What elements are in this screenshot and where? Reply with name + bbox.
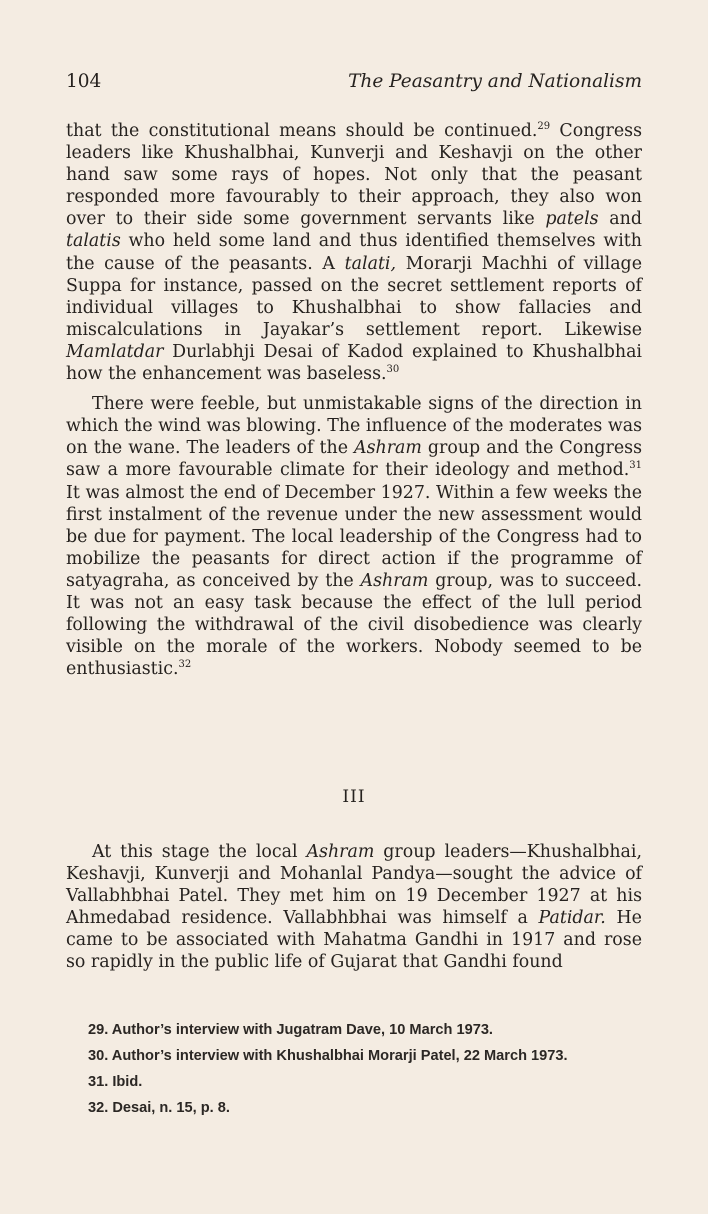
footnote-32: 32. Desai, n. 15, p. 8. bbox=[88, 1100, 230, 1116]
paragraph-1: that the constitutional means should be continued.$^{29}$ Congress leaders like Khushalbhai, Kunverji and Keshavji on the other hand saw some rays of hopes. Not only that the peasant responded more favourably to their approach, they also won over to their side some government servants like patels and talatis who held some land and thus identified themselves with the cause of the peasants. A talati, Morarji Machhi of village Suppa for instance, passed on the secret settlement reports of individual villages to Khushalbhai to show fallacies and miscalculations in Jayakar’s settlement report. Likewise Mamlatdar Durlabhji Desai of Kadod explained to Khushalbhai how the enhancement was baseless.$^{30}$ bbox=[66, 121, 642, 385]
footnotes bbox=[66, 1021, 630, 1125]
footnote-31: 31. Ibid. bbox=[88, 1074, 143, 1090]
running-title: The Peasantry and Nationalism bbox=[348, 71, 642, 92]
footnote-29: 29. Author’s interview with Jugatram Dave, 10 March 1973. bbox=[88, 1022, 493, 1038]
section-text bbox=[66, 841, 642, 974]
main-text bbox=[66, 120, 642, 680]
page-number: 104 bbox=[66, 71, 102, 92]
footnote-30: 30. Author’s interview with Khushalbhai Morarji Patel, 22 March 1973. bbox=[88, 1048, 568, 1064]
paragraph-3: At this stage the local Ashram group leaders—Khushalbhai, Keshavji, Kunverji and Mohanlal Pandya—sought the advice of Vallabhbhai Patel. They met him on 19 December 1927 at his Ahmedabad residence. Vallabhbhai was himself a Patidar. He came to be associated with Mahatma Gandhi in 1917 and rose so rapidly in the public life of Gujarat that Gandhi found bbox=[66, 842, 642, 973]
paragraph-2: There were feeble, but unmistakable signs of the direction in which the wind was blowing. The influence of the moderates was on the wane. The leaders of the Ashram group and the Congress saw a more favourable climate for their ideology and method.$^{31}$ It was almost the end of December 1927. Within a few weeks the first instalment of the revenue under the new assessment would be due for payment. The local leadership of the Congress had to mobilize the peasants for direct action if the programme of satyagraha, as conceived by the Ashram group, was to succeed. It was not an easy task because the effect of the lull period following the withdrawal of the civil disobedience was clearly visible on the morale of the workers. Nobody seemed to be enthusiastic.$^{32}$ bbox=[66, 394, 643, 680]
section-number: III bbox=[342, 787, 366, 807]
